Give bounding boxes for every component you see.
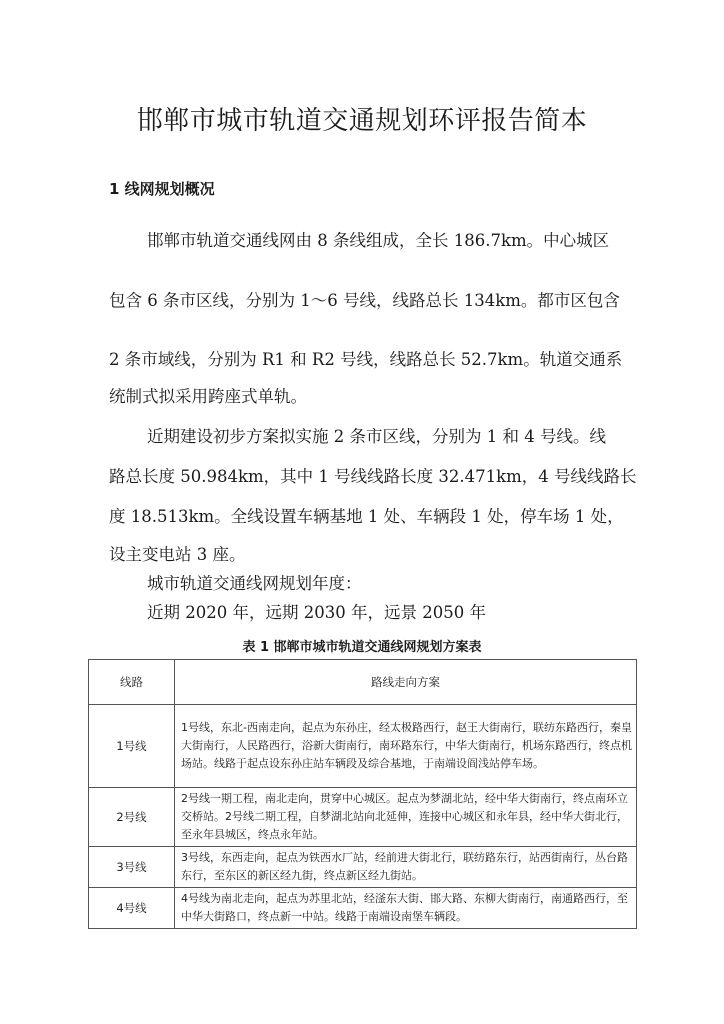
description-cell: 3号线，东西走向，起点为铁西水厂站，经前进大街北行，联纺路东行，站西街南行，丛台路东行，至东区的新区经九街，终点新区经九街站。 (175, 847, 637, 888)
table-caption: 表 1 邯郸市城市轨道交通线网规划方案表 (242, 640, 482, 655)
description-cell: 1号线，东北-西南走向，起点为东孙庄，经太极路西行，赵王大街南行，联纺东路西行，秦皇大街南行，人民路西行，浴新大街南行，南环路东行，中华大街南行，机场东路西行，终点机场站。线路于起点设东孙庄站车辆段及综合基地，于南端设阎浅站停车场。 (175, 705, 637, 788)
description-cell: 4号线为南北走向，起点为苏里北站，经滏东大街、邯大路、东柳大街南行，南通路西行，至中华大街路口，终点新一中站。线路于南端设南堡车辆段。 (175, 888, 637, 929)
paragraph-line: 2 条市域线，分别为 R1 和 R2 号线，线路总长 52.7km。轨道交通系 (109, 350, 623, 369)
paragraph-line: 度 18.513km。全线设置车辆基地 1 处、车辆段 1 处，停车场 1 处， (109, 507, 624, 526)
table-row (89, 705, 637, 788)
column-header-description: 路线走向方案 (175, 660, 637, 705)
table-header-row (89, 660, 637, 705)
table-row (89, 847, 637, 888)
table-row (89, 788, 637, 847)
planning-years-value: 近期 2020 年，远期 2030 年，远景 2050 年 (147, 603, 486, 622)
paragraph-line: 路总长度 50.984km，其中 1 号线线路长度 32.471km，4 号线线路长 (109, 467, 637, 486)
column-header-route: 线路 (89, 660, 175, 705)
document-title: 邯郸市城市轨道交通规划环评报告简本 (136, 106, 588, 136)
description-cell: 2号线一期工程，南北走向，贯穿中心城区。起点为梦湖北站，经中华大街南行，终点南环立交桥站。2号线二期工程，自梦湖北站向北延伸，连接中心城区和永年县，经中华大街北行，至永年县城区，终点永年站。 (175, 788, 637, 847)
section-heading: 1 线网规划概况 (109, 180, 215, 198)
route-cell: 3号线 (89, 847, 175, 888)
route-cell: 4号线 (89, 888, 175, 929)
paragraph-line: 邯郸市轨道交通线网由 8 条线组成，全长 186.7km。中心城区 (147, 231, 610, 250)
table-row (89, 888, 637, 929)
paragraph-line: 包含 6 条市区线，分别为 1～6 号线，线路总长 134km。都市区包含 (109, 291, 620, 310)
route-cell: 2号线 (89, 788, 175, 847)
paragraph-line: 近期建设初步方案拟实施 2 条市区线，分别为 1 和 4 号线。线 (147, 427, 606, 446)
paragraph-line: 设主变电站 3 座。 (109, 545, 246, 564)
planning-years-label: 城市轨道交通线网规划年度： (147, 574, 362, 593)
route-cell: 1号线 (89, 705, 175, 788)
route-plan-table (88, 659, 637, 929)
paragraph-line: 统制式拟采用跨座式单轨。 (109, 387, 307, 406)
